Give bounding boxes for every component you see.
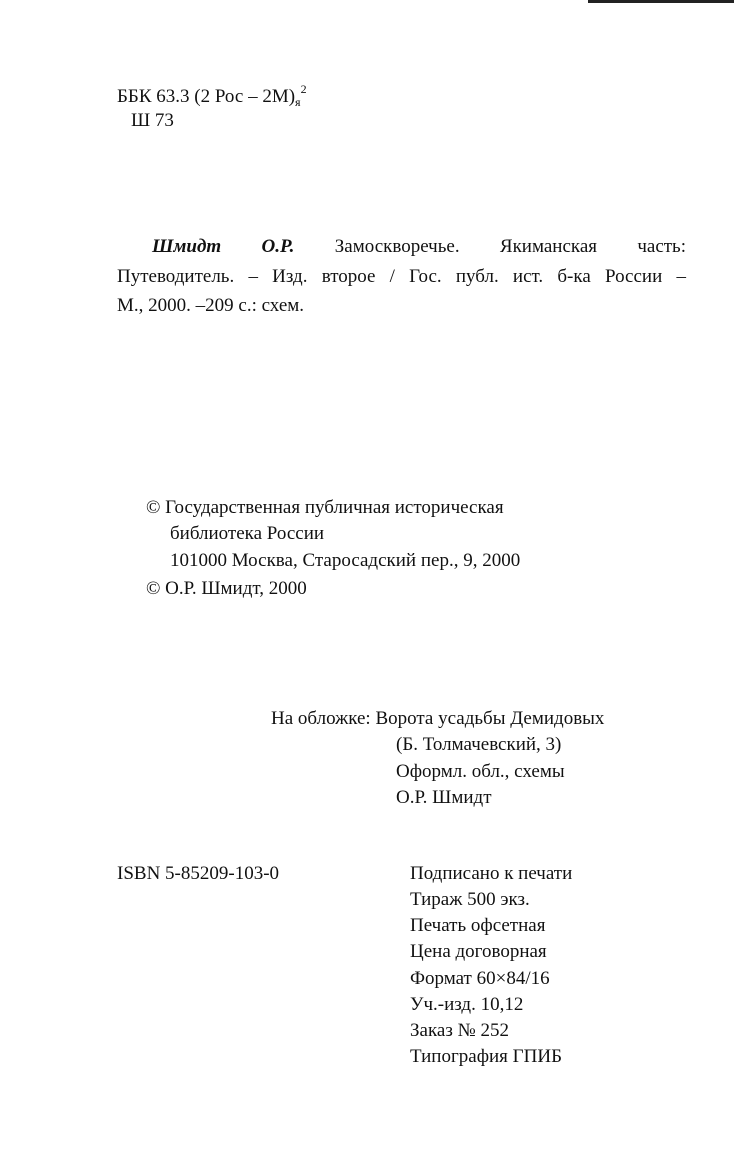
copyright-line-1: © Государственная публичная историческая (146, 497, 504, 518)
cover-line-3: Оформл. обл., схемы (396, 761, 565, 782)
imprint-line: Подписано к печати (410, 863, 573, 884)
copyright-line-3: 101000 Москва, Старосадский пер., 9, 2000 (170, 550, 521, 571)
isbn: ISBN 5-85209-103-0 (117, 863, 280, 884)
imprint-line: Формат 60×84/16 (410, 968, 550, 989)
bbk-subscript: я (295, 95, 301, 109)
imprint-line: Тираж 500 экз. (410, 889, 530, 910)
bibliography-title: Замоскворечье. Якиманская часть: (294, 236, 686, 257)
bbk-code (117, 82, 307, 109)
bibliography-line-2: Путеводитель. – Изд. второе / Гос. публ. ист. б-ка России – (117, 266, 686, 287)
imprint-line: Цена договорная (410, 941, 547, 962)
imprint-line: Типография ГПИБ (410, 1046, 562, 1067)
cover-line-4: О.Р. Шмидт (396, 787, 492, 808)
bbk-main: ББК 63.3 (2 Рос – 2М) (117, 86, 296, 107)
bbk-superscript: 2 (300, 82, 307, 96)
imprint-line: Уч.-изд. 10,12 (410, 994, 524, 1015)
copyright-line-2: библиотека России (170, 523, 325, 544)
bibliography-author: Шмидт О.Р. (152, 236, 295, 257)
imprint-line: Печать офсетная (410, 915, 546, 936)
cover-line-1: На обложке: Ворота усадьбы Демидовых (271, 708, 605, 729)
imprint-line: Заказ № 252 (410, 1020, 509, 1041)
author-mark: Ш 73 (131, 110, 174, 131)
bibliography-line-1 (152, 236, 686, 258)
cover-line-2: (Б. Толмачевский, 3) (396, 734, 562, 755)
copyright-line-4: © О.Р. Шмидт, 2000 (146, 578, 307, 599)
scan-edge-line (588, 0, 734, 3)
bibliography-line-3: М., 2000. –209 с.: схем. (117, 295, 305, 316)
